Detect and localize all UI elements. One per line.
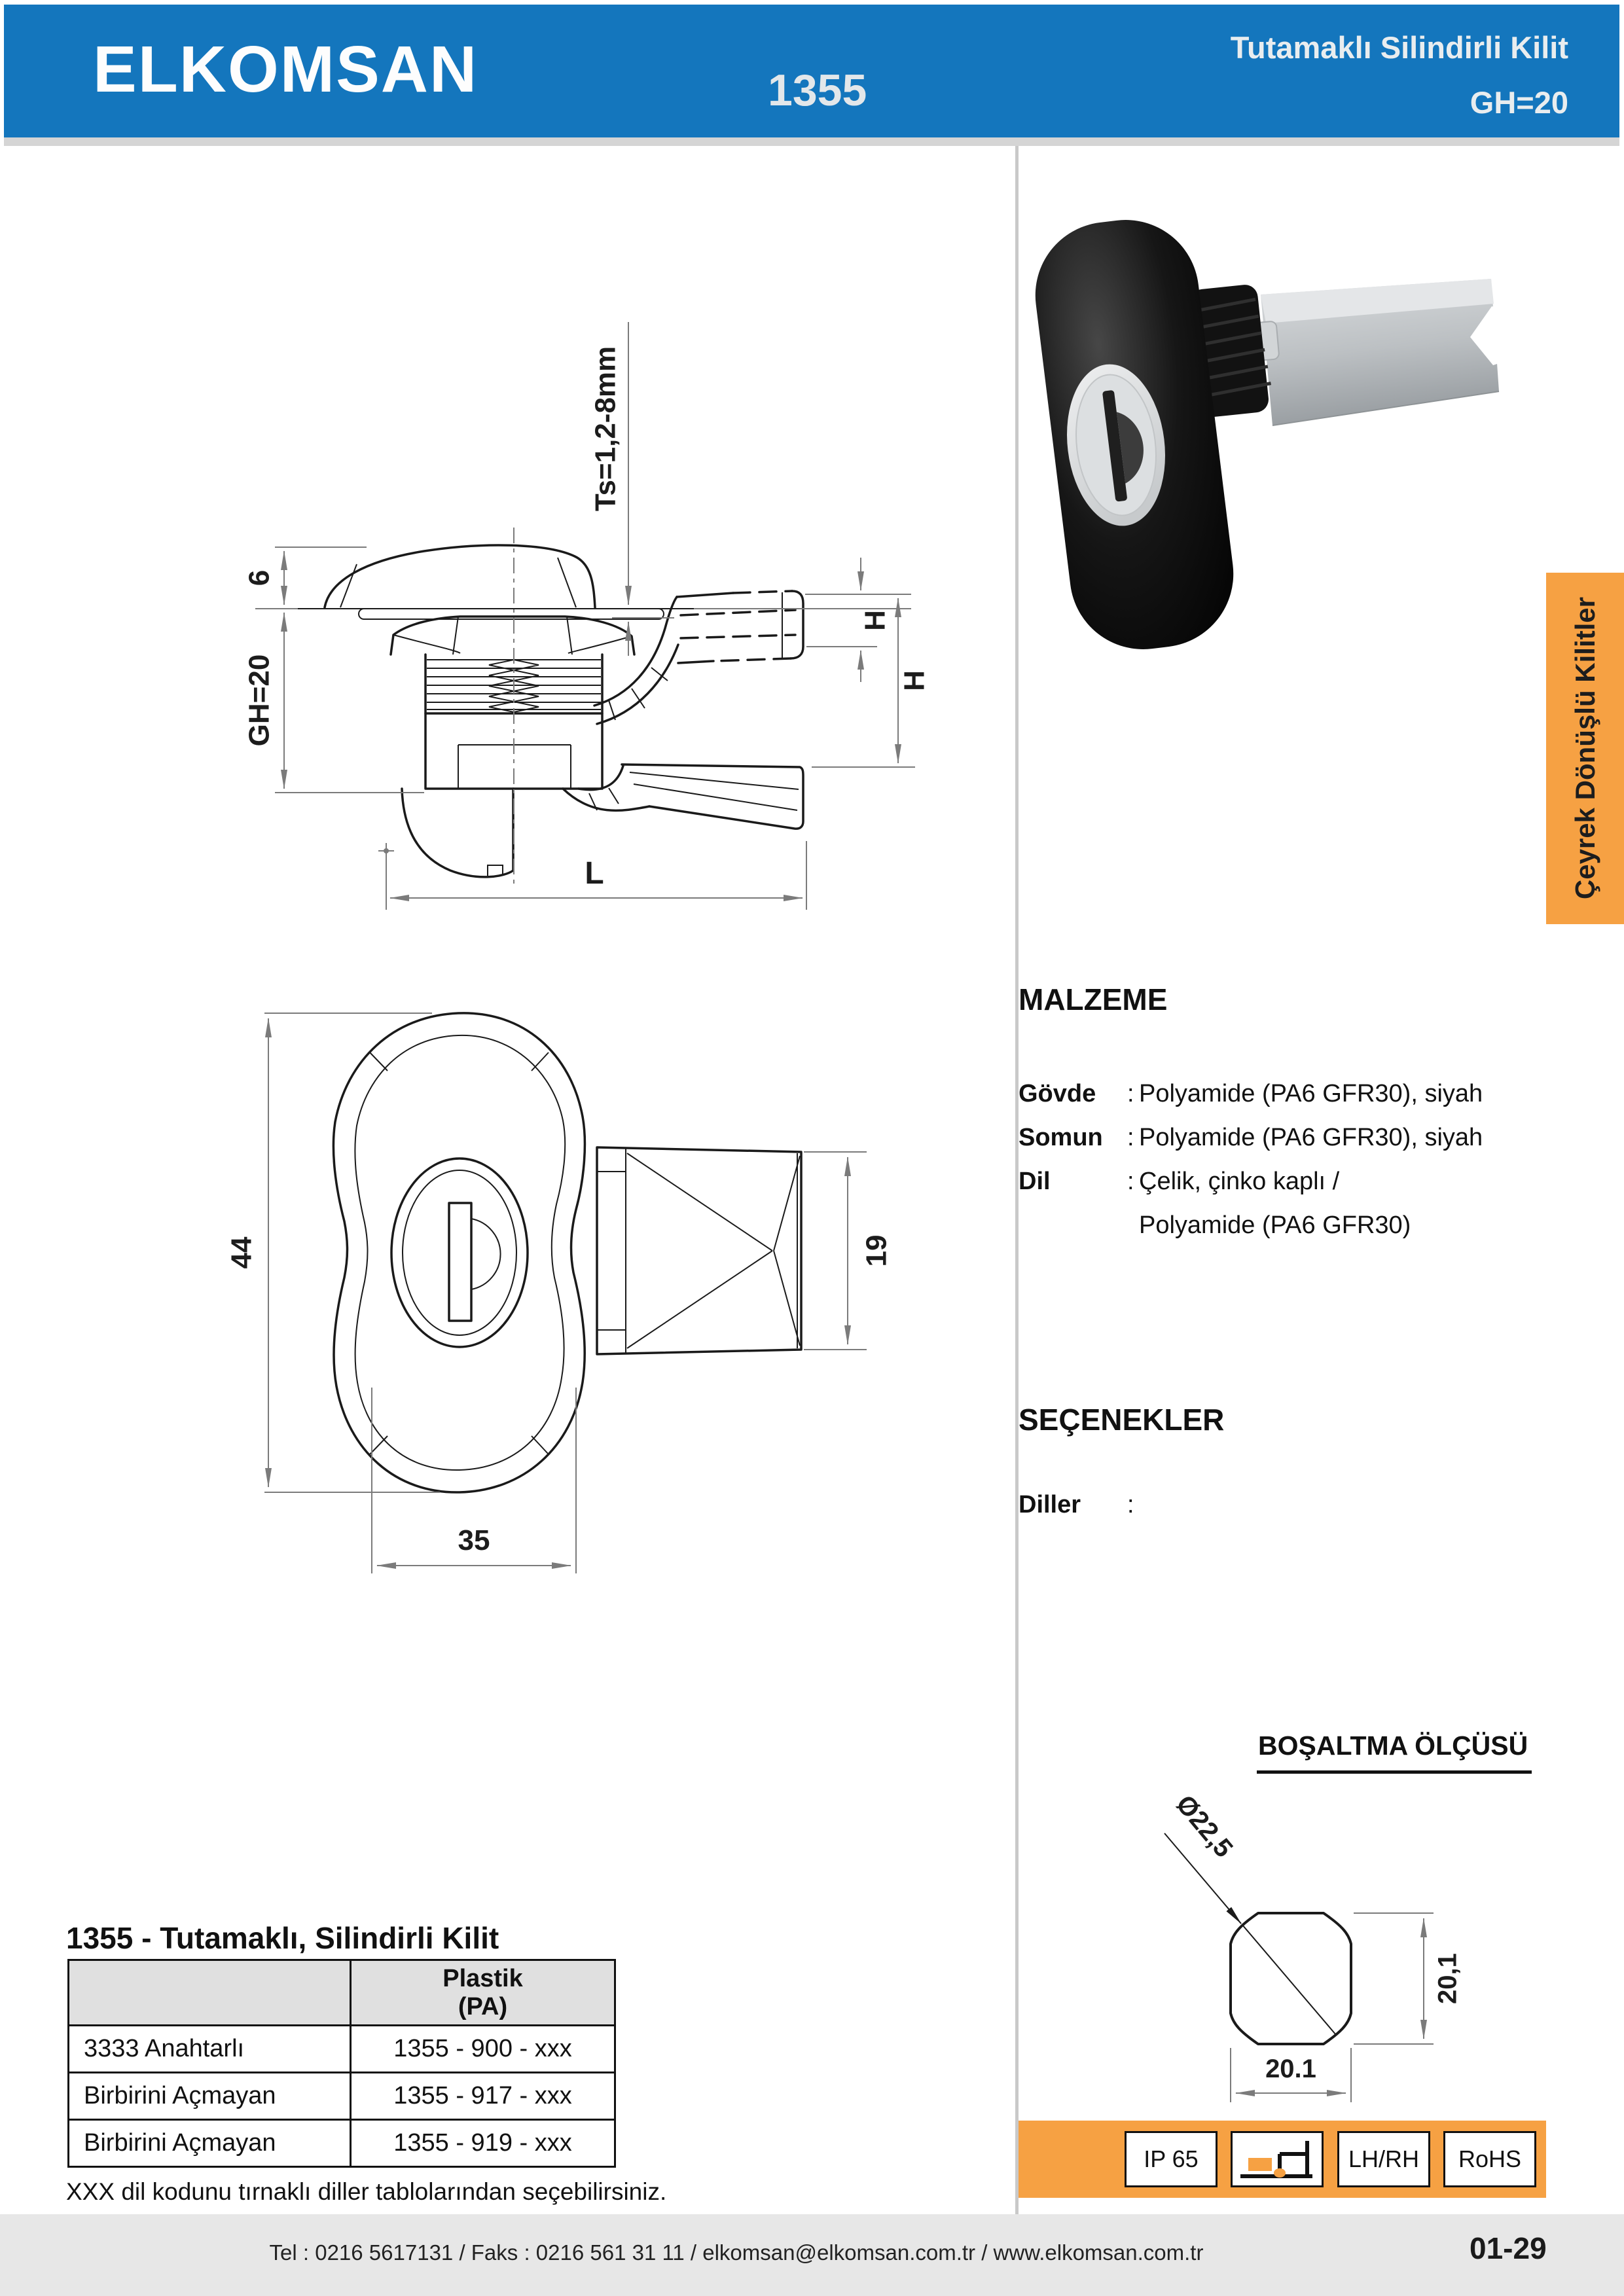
order-table bbox=[67, 1959, 616, 2168]
order-table-note: XXX dil kodunu tırnaklı diller tablolarından seçebilirsiniz. bbox=[66, 2178, 667, 2205]
dim-discharge-diameter: Ø22,5 bbox=[1170, 1789, 1238, 1863]
materials-heading: MALZEME bbox=[1019, 982, 1168, 1016]
table-row bbox=[69, 2026, 615, 2073]
order-table-header-plastic: Plastik (PA) bbox=[351, 1960, 615, 2026]
side-view-dimensions bbox=[244, 322, 931, 910]
order-table-header-row bbox=[69, 1960, 615, 2026]
variant-name: Birbirini Açmayan bbox=[69, 2073, 351, 2120]
variant-name: 3333 Anahtarlı bbox=[69, 2026, 351, 2073]
material-row: Gövde : Polyamide (PA6 GFR30), siyah bbox=[1019, 1080, 1483, 1107]
drawing-side-view bbox=[216, 275, 949, 916]
variant-code: 1355 - 917 - xxx bbox=[351, 2073, 615, 2120]
badge-rohs: RoHS bbox=[1443, 2131, 1536, 2187]
badge-ip65: IP 65 bbox=[1125, 2131, 1218, 2187]
dim-handle-height: 44 bbox=[225, 1236, 258, 1269]
dim-h-lower: H bbox=[898, 670, 931, 691]
material-label: Dil bbox=[1019, 1168, 1051, 1195]
material-value: Çelik, çinko kaplı / bbox=[1139, 1168, 1340, 1195]
footer-bar bbox=[0, 2214, 1624, 2296]
brand-logo: ELKOMSAN bbox=[93, 33, 478, 106]
order-table-header-empty bbox=[69, 1960, 351, 2026]
material-row: Somun : Polyamide (PA6 GFR30), siyah bbox=[1019, 1124, 1483, 1151]
order-table-heading: 1355 - Tutamaklı, Silindirli Kilit bbox=[66, 1921, 499, 1955]
material-value: Polyamide (PA6 GFR30), siyah bbox=[1139, 1124, 1483, 1151]
mounting-icon bbox=[1233, 2133, 1322, 2185]
header-bar bbox=[4, 5, 1619, 137]
material-row: Dil : Çelik, çinko kaplı / bbox=[1019, 1168, 1340, 1195]
category-tab-label: Çeyrek Dönüşlü Kilitler bbox=[1569, 597, 1600, 900]
front-view-dimensions bbox=[226, 1013, 893, 1573]
material-label: Gövde bbox=[1019, 1080, 1096, 1107]
material-value: Polyamide (PA6 GFR30), siyah bbox=[1139, 1080, 1483, 1107]
options-row: Diller : bbox=[1019, 1491, 1134, 1518]
variant-code: 1355 - 900 - xxx bbox=[351, 2026, 615, 2073]
drawing-discharge bbox=[1139, 1780, 1466, 2108]
dim-cap-height: 6 bbox=[243, 569, 276, 586]
badge-strip bbox=[1019, 2121, 1546, 2198]
latch-arm-open-dashed bbox=[594, 591, 803, 724]
drawing-front-view bbox=[196, 949, 929, 1597]
dim-handle-width: 35 bbox=[458, 1524, 490, 1556]
category-tab bbox=[1546, 573, 1624, 924]
header-divider bbox=[4, 137, 1619, 146]
dim-discharge-height: 20,1 bbox=[1433, 1953, 1462, 2004]
tongue-front-outline bbox=[597, 1147, 801, 1354]
badge-lhrh: LH/RH bbox=[1337, 2131, 1430, 2187]
cam-latch-photo bbox=[1252, 279, 1499, 425]
dim-tongue-height: 19 bbox=[860, 1234, 893, 1267]
discharge-heading: BOŞALTMA ÖLÇÜSÜ bbox=[1257, 1731, 1532, 1774]
material-row bbox=[1019, 1211, 1411, 1240]
page-subtitle: GH=20 bbox=[1470, 85, 1568, 120]
latch-arm-closed bbox=[563, 764, 803, 829]
options-label: Diller bbox=[1019, 1491, 1081, 1518]
material-label: Somun bbox=[1019, 1124, 1103, 1151]
variant-name: Birbirini Açmayan bbox=[69, 2120, 351, 2167]
material-value: Polyamide (PA6 GFR30) bbox=[1139, 1211, 1411, 1239]
header-right bbox=[1231, 29, 1568, 121]
footer-contact: Tel : 0216 5617131 / Faks : 0216 561 31 11 / elkomsan@elkomsan.com.tr / www.elkomsan.com.tr bbox=[269, 2240, 1204, 2265]
dim-panel-thickness: Ts=1,2-8mm bbox=[589, 346, 622, 512]
product-code: 1355 bbox=[768, 65, 867, 115]
table-row bbox=[69, 2120, 615, 2167]
dim-length: L bbox=[585, 856, 604, 891]
dim-discharge-width: 20.1 bbox=[1265, 2054, 1316, 2083]
page-number: 01-29 bbox=[1470, 2231, 1547, 2265]
dim-grip-height: GH=20 bbox=[243, 654, 276, 747]
badge-mounting bbox=[1231, 2131, 1324, 2187]
product-photo bbox=[1034, 196, 1545, 694]
table-row bbox=[69, 2073, 615, 2120]
options-heading: SEÇENEKLER bbox=[1019, 1403, 1225, 1437]
dim-h-upper: H bbox=[859, 610, 892, 631]
page-title: Tutamaklı Silindirli Kilit bbox=[1230, 30, 1568, 65]
variant-code: 1355 - 919 - xxx bbox=[351, 2120, 615, 2167]
